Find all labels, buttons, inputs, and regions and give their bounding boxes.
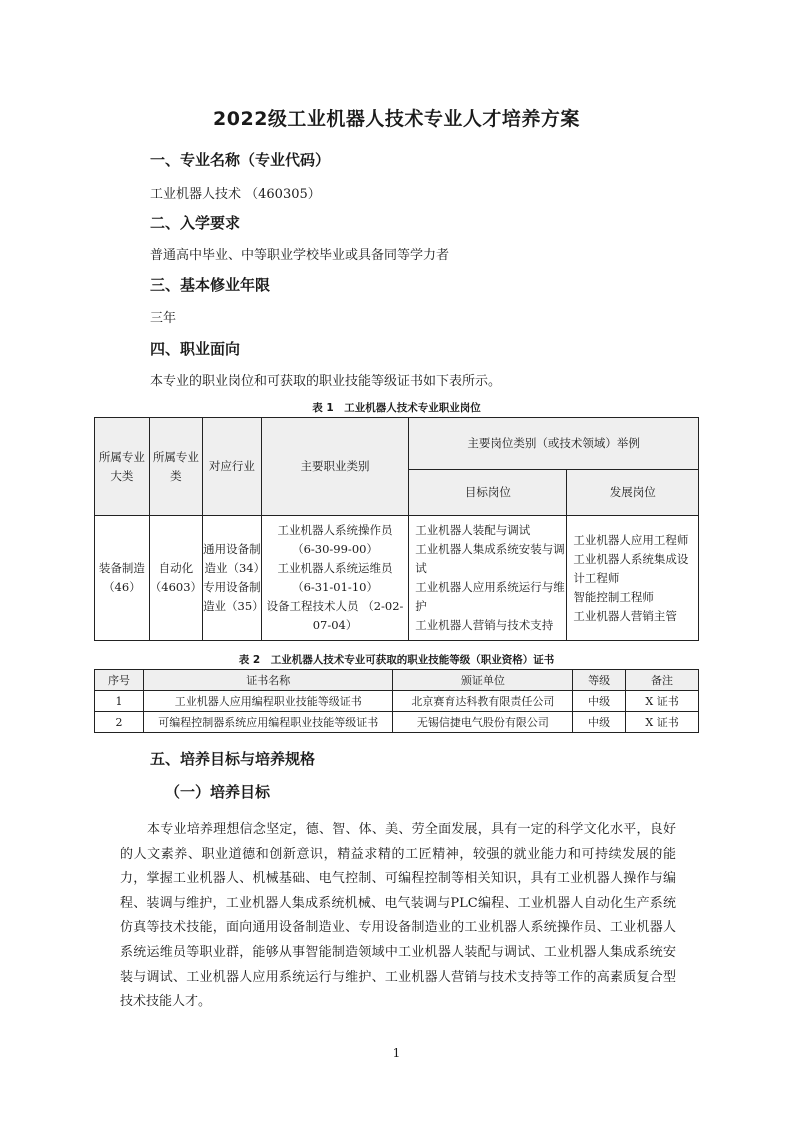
table-2-certificates	[94, 669, 699, 733]
table-1-header-occupation: 主要职业类别	[261, 418, 408, 516]
section-5-heading: 五、培养目标与培养规格	[150, 750, 316, 768]
table-1-header-industry: 对应行业	[203, 418, 262, 516]
section-2-heading: 二、入学要求	[150, 214, 241, 232]
table-cell: 工业机器人应用编程职业技能等级证书	[143, 691, 393, 712]
occupation-line: （6-30-99-00）	[292, 542, 378, 556]
section-4-text: 本专业的职业岗位和可获取的职业技能等级证书如下表所示。	[150, 374, 502, 389]
table-1-cell-occupation	[261, 516, 408, 641]
table-cell: X 证书	[626, 691, 699, 712]
document-title: 2022级工业机器人技术专业人才培养方案	[213, 108, 580, 130]
table-1-cell-target	[409, 516, 567, 641]
table-1-career-positions	[94, 417, 699, 641]
table-cell: 1	[95, 691, 144, 712]
section-1-text: 工业机器人技术 （460305）	[150, 187, 321, 202]
development-line: 智能控制工程师	[573, 589, 654, 604]
section-3-text: 三年	[150, 311, 177, 326]
development-line: 工业机器人应用工程师	[573, 532, 689, 547]
table-cell: 可编程控制器系统应用编程职业技能等级证书	[143, 712, 393, 733]
table-cell: 2	[95, 712, 144, 733]
table-row	[95, 712, 699, 733]
table-1-cell-development	[567, 516, 699, 641]
table-cell: 中级	[573, 691, 626, 712]
occupation-line: 工业机器人系统操作员	[277, 523, 393, 537]
section-5-body: 本专业培养理想信念坚定，德、智、体、美、劳全面发展，具有一定的科学文化水平，良好的人文素养、职业道德和创新意识，精益求精的工匠精神，较强的就业能力和可持续发展的能力，掌握工业机器人、机械基础、电气控制、可编程控制等相关知识，具有工业机器人操作与编程、装调与维护，工业机器人集成系统机械、电气装调与PLC编程、工业机器人自动化生产系统仿真等技术技能，面向通用设备制造业、专用设备制造业的工业机器人系统操作员、工业机器人系统运维员等职业群，能够从事智能制造领域中工业机器人装配与调试、工业机器人集成系统安装与调试、工业机器人应用系统运行与维护、工业机器人营销与技术支持等工作的高素质复合型技术技能人才。	[120, 822, 676, 1010]
section-3-heading: 三、基本修业年限	[150, 276, 271, 294]
table-2-header-issuer: 颁证单位	[393, 670, 573, 691]
table-1-header-positions: 主要岗位类别（或技术领域）举例	[409, 418, 699, 470]
table-cell: 北京赛育达科教有限责任公司	[393, 691, 573, 712]
table-1-caption: 表 1 工业机器人技术专业职业岗位	[312, 402, 481, 414]
table-cell: 中级	[573, 712, 626, 733]
occupation-line: 设备工程技术人员 （2-02-07-04）	[266, 599, 404, 632]
table-1-header-class: 所属专业类	[149, 418, 202, 516]
section-5-subheading: （一）培养目标	[165, 783, 271, 801]
target-line: 工业机器人集成系统安装与调试	[415, 542, 565, 575]
development-line: 工业机器人营销主管	[573, 608, 677, 623]
section-4-heading: 四、职业面向	[150, 340, 241, 358]
table-1-header-target: 目标岗位	[409, 470, 567, 516]
table-2-header-note: 备注	[626, 670, 699, 691]
development-line: 工业机器人系统集成设计工程师	[573, 551, 689, 585]
table-row	[95, 691, 699, 712]
table-1-cell-industry: 通用设备制造业（34）专用设备制造业（35）	[203, 516, 262, 641]
target-line: 工业机器人应用系统运行与维护	[415, 580, 565, 613]
table-1-header-category: 所属专业大类	[95, 418, 150, 516]
table-1-cell-class: 自动化（4603）	[149, 516, 202, 641]
table-cell: 无锡信捷电气股份有限公司	[393, 712, 573, 733]
table-2-header-name: 证书名称	[143, 670, 393, 691]
table-1-cell-category: 装备制造（46）	[95, 516, 150, 641]
table-cell: X 证书	[626, 712, 699, 733]
page-number: 1	[392, 1046, 401, 1060]
table-2-caption: 表 2 工业机器人技术专业可获取的职业技能等级（职业资格）证书	[238, 654, 555, 666]
table-2-header-level: 等级	[573, 670, 626, 691]
section-2-text: 普通高中毕业、中等职业学校毕业或具备同等学力者	[150, 248, 450, 263]
table-1-header-development: 发展岗位	[567, 470, 699, 516]
occupation-line: 工业机器人系统运维员	[277, 561, 393, 575]
occupation-line: （6-31-01-10）	[292, 580, 378, 594]
target-line: 工业机器人营销与技术支持	[415, 618, 554, 632]
target-line: 工业机器人装配与调试	[415, 523, 531, 537]
section-1-heading: 一、专业名称（专业代码）	[150, 151, 331, 169]
table-2-header-no: 序号	[95, 670, 144, 691]
